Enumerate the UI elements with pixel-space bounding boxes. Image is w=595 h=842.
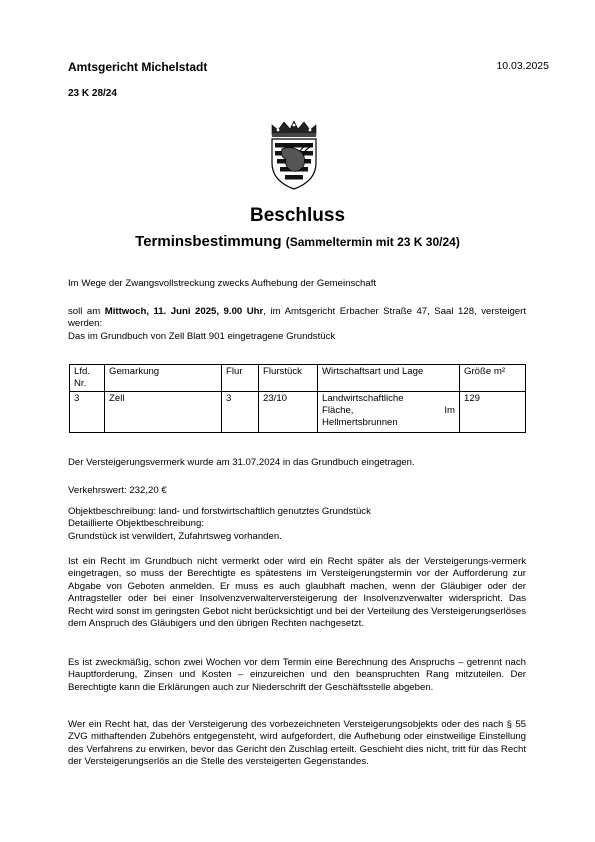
col-header-gemarkung: Gemarkung <box>105 365 222 392</box>
object-description-line-2: Detaillierte Objektbeschreibung: <box>68 518 204 530</box>
cell-flur: 3 <box>222 392 259 433</box>
object-description-line-1: Objektbeschreibung: land- und forstwirtschaftlich genutztes Grundstück <box>68 506 371 517</box>
cell-lage <box>318 392 460 433</box>
col-header-groesse: Größe m² <box>460 365 526 392</box>
property-table <box>69 364 526 433</box>
paragraph-objection: Wer ein Recht hat, das der Versteigerung des vorbezeichneten Versteigerungsobjekts oder des nach § 55 ZVG mithaftenden Zubehörs entgegensteht, wird aufgefordert, die Aufhebung oder einstweilige Einstellung des Verfahrens zu erwirken, bevor das Gericht den Zuschlag erteilt. Geschieht dies nicht, tritt für das Recht der Versteigerungserlös an die Stelle des versteigerten Gegenstandes. <box>68 719 526 768</box>
intro-text: Im Wege der Zwangsvollstreckung zwecks Aufhebung der Gemeinschaft <box>68 278 377 289</box>
lage-line-1: Landwirtschaftliche <box>322 393 404 404</box>
col-header-lage: Wirtschaftsart und Lage <box>318 365 460 392</box>
paragraph-claims: Es ist zweckmäßig, schon zwei Wochen vor dem Termin eine Berechnung des Anspruchs – getrennt nach Hauptforderung, Zinsen und Kosten – einzureichen und den beanspruchten Rang mitzuteilen. Der Berechtigte kann die Erklärungen auch zur Niederschrift der Geschäftsstelle abgeben. <box>68 657 526 693</box>
vermerk-text: Der Versteigerungsvermerk wurde am 31.07.2024 in das Grundbuch eingetragen. <box>68 457 415 468</box>
court-name: Amtsgericht Michelstadt <box>68 60 208 74</box>
case-number: 23 K 28/24 <box>68 88 117 99</box>
crown-icon <box>272 121 316 137</box>
cell-groesse: 129 <box>460 392 526 433</box>
subtitle-main: Terminsbestimmung <box>135 233 282 250</box>
document-title: Beschluss <box>249 205 346 226</box>
auction-date: Mittwoch, 11. Juni 2025, 9.00 Uhr <box>104 306 264 317</box>
property-register-line: Das im Grundbuch von Zell Blatt 901 eingetragene Grundstück <box>68 331 336 342</box>
verkehrswert-text: Verkehrswert: 232,20 € <box>68 485 167 496</box>
subtitle-note: (Sammeltermin mit 23 K 30/24) <box>285 235 460 249</box>
document-date: 10.03.2025 <box>496 60 549 72</box>
col-header-flur: Flur <box>222 365 259 392</box>
object-description-line-3: Grundstück ist verwildert, Zufahrtsweg vorhanden. <box>68 530 282 542</box>
paragraph-rights: Ist ein Recht im Grundbuch nicht vermerkt oder wird ein Recht später als der Versteigerungs-vermerk eingetragen, so muss der Berechtigte es spätestens im Versteigerungstermin vor der Aufforderung zur Abgabe von Geboten anmelden. Er muss es auch glaubhaft machen, wenn der Gläubiger oder der Antragsteller oder bei einer Insolvenzverwalterversteigerung der Insolvenzverwalter widerspricht. Das Recht wird sonst im geringsten Gebot nicht berücksichtigt und bei der Verteilung des Versteigerungserlöses dem Anspruch des Gläubigers und den übrigen Rechten nachgesetzt. <box>68 556 526 630</box>
lage-line-3: Hellmertsbrunnen <box>322 417 398 428</box>
table-row <box>70 392 526 433</box>
hessen-lion-crest-icon <box>266 119 322 191</box>
auction-details <box>68 306 526 331</box>
document-subtitle <box>0 233 595 250</box>
cell-lfd: 3 <box>70 392 105 433</box>
table-header-row <box>70 365 526 392</box>
col-header-flurstueck: Flurstück <box>259 365 318 392</box>
col-header-lfd: Lfd. Nr. <box>70 365 105 392</box>
auction-suffix: , im Amtsgericht Erbacher Straße 47, Saal 128, versteigert werden: <box>68 306 526 330</box>
lage-line-2b: Im <box>444 405 455 416</box>
lage-line-2a: Fläche, <box>322 405 354 416</box>
cell-gemarkung: Zell <box>105 392 222 433</box>
lage-line-2 <box>322 405 455 417</box>
object-description <box>68 506 526 543</box>
auction-prefix: soll am <box>68 306 101 317</box>
cell-flurstueck: 23/10 <box>259 392 318 433</box>
